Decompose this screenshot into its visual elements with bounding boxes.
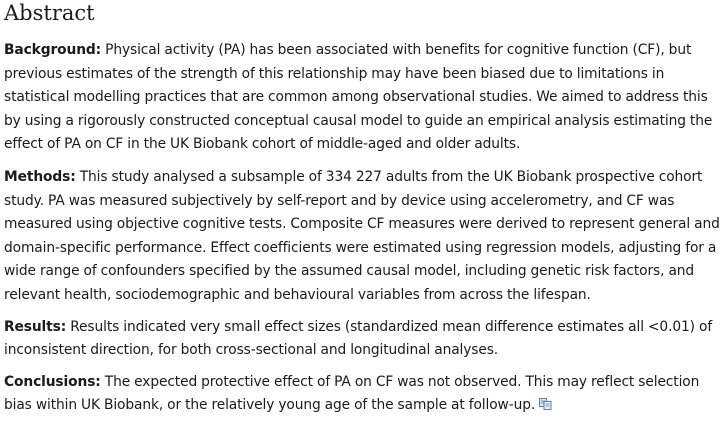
background-paragraph — [4, 39, 724, 157]
supplementary-data-icon[interactable] — [539, 395, 552, 407]
abstract-section — [4, 0, 724, 418]
background-text: Physical activity (PA) has been associated with benefits for cognitive function (CF), but previous estimates of the strength of this relationship may have been biased due to limitations in statistical modelling practices that are common among observational studies. We aimed to address this by using a rigorously constructed conceptual causal model to guide an empirical analysis estimating the effect of PA on CF in the UK Biobank cohort of middle-aged and older adults. — [4, 42, 713, 153]
methods-paragraph — [4, 166, 724, 308]
conclusions-label: Conclusions: — [4, 373, 101, 390]
results-text: Results indicated very small effect sizes (standardized mean difference estimates all <0.01) of inconsistent direction, for both cross-sectional and longitudinal analyses. — [4, 318, 713, 359]
methods-label: Methods: — [4, 168, 76, 185]
abstract-heading: Abstract — [4, 1, 95, 25]
methods-text: This study analysed a subsample of 334 227 adults from the UK Biobank prospective cohort study. PA was measured subjectively by self-report and by device using accelerometry, and CF was measured using objective cognitive tests. Composite CF measures were derived to represent general and domain-specific performance. Effect coefficients were estimated using regression models, adjusting for a wide range of confounders specified by the assumed causal model, including genetic risk factors, and relevant health, sociodemographic and behavioural variables from across the lifespan. — [4, 168, 720, 303]
results-label: Results: — [4, 318, 67, 335]
conclusions-paragraph — [4, 371, 724, 418]
conclusions-text: The expected protective effect of PA on CF was not observed. This may reflect selection bias within UK Biobank, or the relatively young age of the sample at follow-up. — [4, 373, 700, 414]
background-label: Background: — [4, 42, 102, 58]
results-paragraph — [4, 316, 724, 363]
